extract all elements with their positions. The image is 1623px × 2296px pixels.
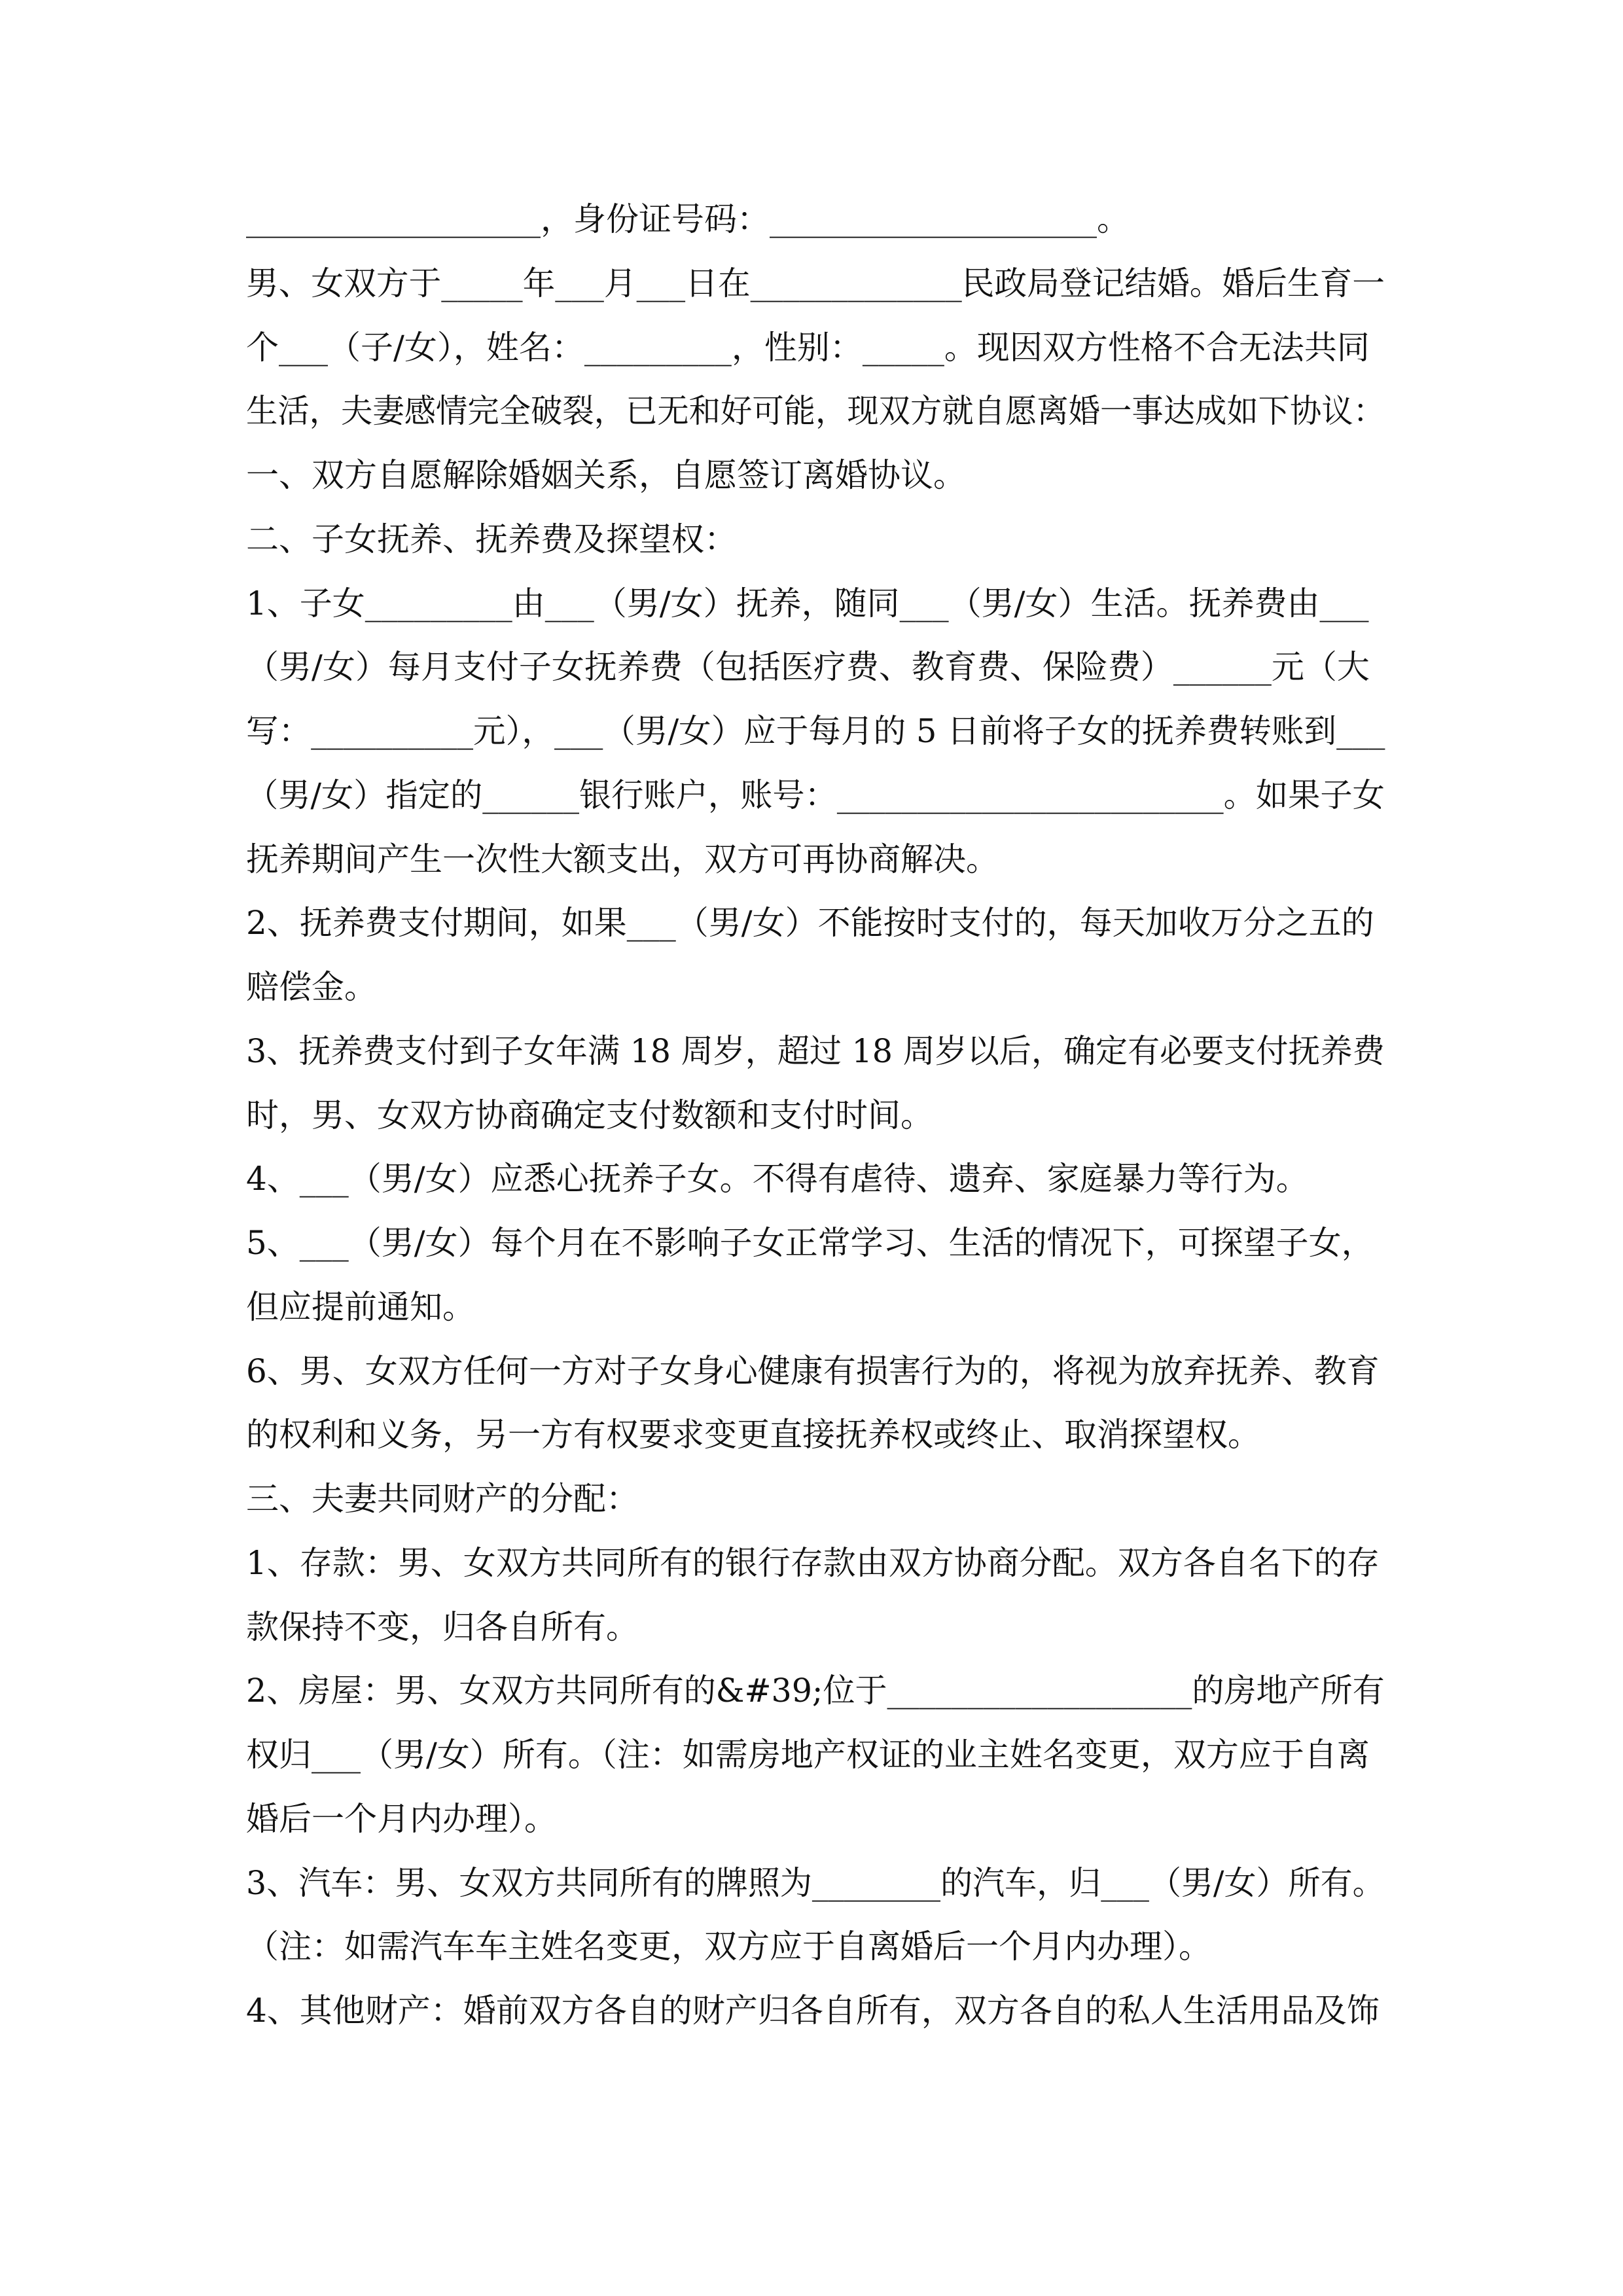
text-line: 5、___（男/女）每个月在不影响子女正常学习、生活的情况下，可探望子女， [246, 1224, 1374, 1262]
text-line: 2、房屋：男、女双方共同所有的&#39;位于___________________的房地产所有 [246, 1672, 1385, 1710]
text-line: 男、女双方于_____年___月___日在_____________民政局登记结婚。婚后生育一 [246, 264, 1385, 302]
text-line: 时，男、女双方协商确定支付数额和支付时间。 [246, 1096, 933, 1134]
text-line: 2、抚养费支付期间，如果___（男/女）不能按时支付的，每天加收万分之五的 [246, 904, 1374, 942]
text-line: 赔偿金。 [246, 968, 377, 1006]
text-line: __________________，身份证号码：____________________。 [246, 200, 1130, 238]
text-line: 4、其他财产：婚前双方各自的财产归各自所有，双方各自的私人生活用品及饰 [246, 1992, 1380, 2030]
text-line: 生活，夫妻感情完全破裂，已无和好可能，现双方就自愿离婚一事达成如下协议： [246, 392, 1385, 430]
text-line: 婚后一个月内办理）。 [246, 1800, 557, 1838]
text-line: 的权利和义务，另一方有权要求变更直接抚养权或终止、取消探望权。 [246, 1416, 1260, 1454]
text-line: 写：__________元），___（男/女）应于每月的 5 日前将子女的抚养费转账到___ [246, 712, 1385, 750]
text-line: 权归___（男/女）所有。（注：如需房地产权证的业主姓名变更，双方应于自离 [246, 1736, 1370, 1774]
text-line: 款保持不变，归各自所有。 [246, 1608, 639, 1646]
text-line: 4、___（男/女）应悉心抚养子女。不得有虐待、遗弃、家庭暴力等行为。 [246, 1160, 1309, 1198]
text-line: 1、子女_________由___（男/女）抚养，随同___（男/女）生活。抚养费由___ [246, 584, 1369, 622]
text-line: 抚养期间产生一次性大额支出，双方可再协商解决。 [246, 840, 999, 878]
text-line: 三、夫妻共同财产的分配： [246, 1480, 639, 1518]
text-line: 但应提前通知。 [246, 1288, 475, 1326]
text-line: （男/女）每月支付子女抚养费（包括医疗费、教育费、保险费）______元（大 [246, 648, 1370, 686]
text-line: 3、抚养费支付到子女年满 18 周岁，超过 18 周岁以后，确定有必要支付抚养费 [246, 1032, 1385, 1070]
text-line: 1、存款：男、女双方共同所有的银行存款由双方协商分配。双方各自名下的存 [246, 1544, 1380, 1582]
text-line: 3、汽车：男、女双方共同所有的牌照为________的汽车，归___（男/女）所有。 [246, 1864, 1385, 1902]
text-line: 一、双方自愿解除婚姻关系，自愿签订离婚协议。 [246, 456, 966, 494]
text-line: （注：如需汽车车主姓名变更，双方应于自离婚后一个月内办理）。 [246, 1928, 1211, 1965]
text-line: 6、男、女双方任何一方对子女身心健康有损害行为的，将视为放弃抚养、教育 [246, 1352, 1380, 1390]
text-line: 个___（子/女），姓名：_________，性别：_____。现因双方性格不合无法共同 [246, 329, 1370, 367]
text-line: 二、子女抚养、抚养费及探望权： [246, 520, 737, 558]
text-line: （男/女）指定的______银行账户，账号：________________________。如果子女 [246, 776, 1385, 814]
